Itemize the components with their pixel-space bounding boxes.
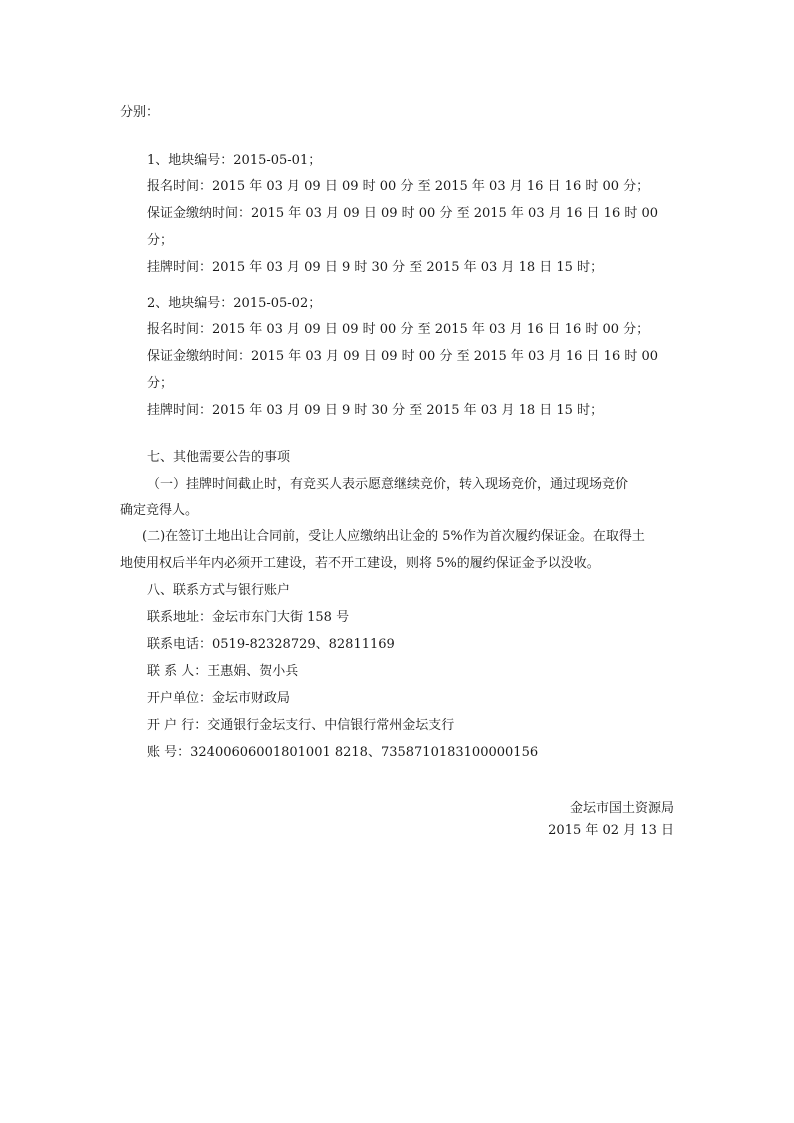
plot2-heading: 2、地块编号：2015-05-02； xyxy=(147,296,322,311)
section7-item2-line2: 地使用权后半年内必须开工建设，若不开工建设，则将 5%的履约保证金予以没收。 xyxy=(120,556,600,571)
contact-address: 联系地址：金坛市东门大街 158 号 xyxy=(147,610,350,625)
plot2-deposit-time: 保证金缴纳时间：2015 年 03 月 09 日 09 时 00 分 至 2015 年 03 月 16 日 16 时 00 xyxy=(147,349,659,364)
section7-item2-line1: (二)在签订土地出让合同前，受让人应缴纳出让金的 5%作为首次履约保证金。在取得土 xyxy=(142,529,645,544)
contact-person: 联 系 人：王惠娟、贺小兵 xyxy=(147,664,299,679)
plot2-signup-time: 报名时间：2015 年 03 月 09 日 09 时 00 分 至 2015 年 03 月 16 日 16 时 00 分； xyxy=(147,322,650,337)
plot1-listing-time: 挂牌时间：2015 年 03 月 09 日 9 时 30 分 至 2015 年 03 月 18 日 15 时； xyxy=(147,260,604,275)
section7-item1-line1: （一）挂牌时间截止时，有竞买人表示愿意继续竞价，转入现场竞价，通过现场竞价 xyxy=(147,477,629,492)
account-unit: 开户单位：金坛市财政局 xyxy=(147,691,291,706)
section7-item1-line2: 确定竞得人。 xyxy=(120,503,199,518)
signature-org: 金坛市国土资源局 xyxy=(569,801,674,816)
plot1-deposit-time: 保证金缴纳时间：2015 年 03 月 09 日 09 时 00 分 至 2015 年 03 月 16 日 16 时 00 xyxy=(147,206,659,221)
account-bank: 开 户 行：交通银行金坛支行、中信银行常州金坛支行 xyxy=(147,718,455,733)
section8-title: 八、联系方式与银行账户 xyxy=(147,583,291,598)
section7-title: 七、其他需要公告的事项 xyxy=(147,450,291,465)
plot1-signup-time: 报名时间：2015 年 03 月 09 日 09 时 00 分 至 2015 年 03 月 16 日 16 时 00 分； xyxy=(147,179,650,194)
plot2-deposit-time-cont: 分； xyxy=(147,376,174,391)
plot2-listing-time: 挂牌时间：2015 年 03 月 09 日 9 时 30 分 至 2015 年 03 月 18 日 15 时； xyxy=(147,403,604,418)
intro-text: 分别： xyxy=(120,105,160,120)
contact-phone: 联系电话：0519-82328729、82811169 xyxy=(147,637,395,652)
signature-date: 2015 年 02 月 13 日 xyxy=(548,823,674,838)
account-number: 账 号：32400606001801001 8218、7358710183100000156 xyxy=(147,745,539,760)
plot1-heading: 1、地块编号：2015-05-01； xyxy=(147,153,322,168)
plot1-deposit-time-cont: 分； xyxy=(147,233,174,248)
